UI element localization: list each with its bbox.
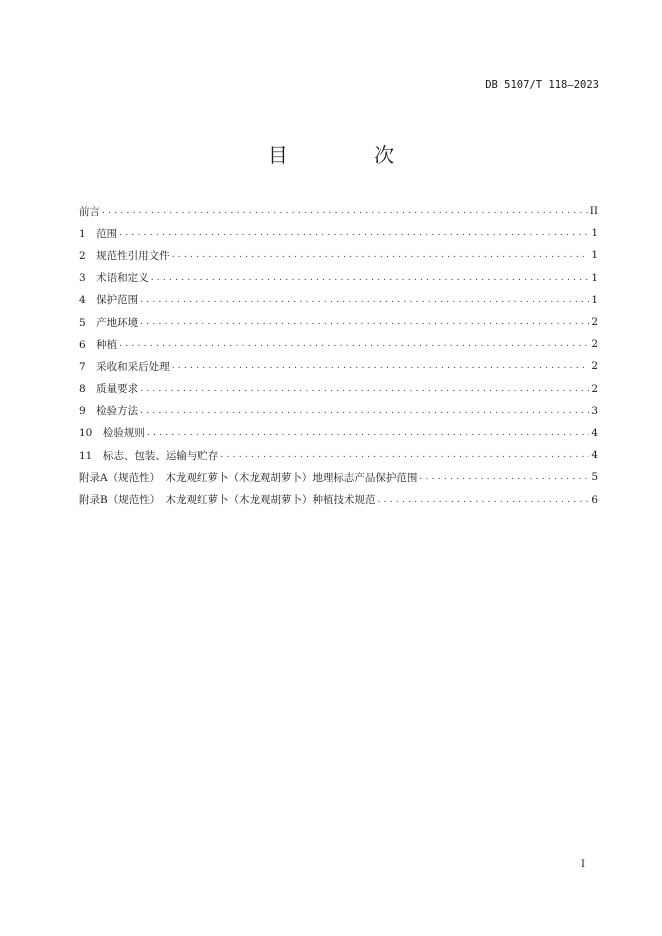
standard-code: DB 5107/T 118—2023 [485, 79, 599, 91]
toc-leader-dots [140, 405, 589, 417]
toc-leader-dots [140, 316, 589, 328]
toc-entry-label: 7 采收和采后处理 [79, 360, 170, 373]
toc-entry-page: 1 [591, 271, 598, 284]
toc-entry-page: 6 [591, 493, 598, 506]
toc-entry-label: 前言 [79, 205, 100, 218]
toc-entry-annex-b[interactable] [79, 488, 598, 510]
toc-entry-harvest[interactable] [79, 355, 598, 377]
toc-leader-dots [172, 360, 590, 372]
toc-leader-dots [419, 471, 589, 483]
toc-entry-page: 5 [591, 471, 598, 484]
toc-entry-label: 10 检验规则 [79, 427, 145, 440]
toc-entry-label: 3 术语和定义 [79, 272, 149, 285]
toc-entry-page: 1 [591, 293, 598, 306]
toc-entry-page: 2 [591, 382, 598, 395]
toc-entry-scope[interactable] [79, 222, 598, 244]
toc-leader-dots [151, 272, 590, 284]
toc-entry-protection-scope[interactable] [79, 289, 598, 311]
toc-entry-quality-requirements[interactable] [79, 378, 598, 400]
toc-leader-dots [102, 205, 588, 217]
toc-entry-marking-packaging[interactable] [79, 444, 598, 466]
toc-entry-label: 5 产地环境 [79, 316, 139, 329]
table-of-contents [79, 200, 598, 511]
toc-entry-page: 2 [591, 360, 598, 373]
toc-leader-dots [140, 383, 589, 395]
toc-entry-production-environment[interactable] [79, 311, 598, 333]
toc-entry-label: 1 范围 [79, 227, 118, 240]
toc-leader-dots [119, 227, 589, 239]
toc-entry-planting[interactable] [79, 333, 598, 355]
toc-entry-label: 8 质量要求 [79, 383, 139, 396]
toc-entry-label: 11 标志、包装、运输与贮存 [79, 449, 219, 462]
toc-entry-foreword[interactable] [79, 200, 598, 222]
page-title: 目 次 [267, 143, 435, 167]
toc-leader-dots [147, 427, 589, 439]
toc-entry-page: 4 [591, 426, 598, 439]
toc-entry-page: II [589, 205, 598, 218]
toc-entry-page: 1 [591, 227, 598, 240]
toc-entry-page: 2 [591, 338, 598, 351]
toc-entry-page: 2 [591, 316, 598, 329]
toc-entry-page: 4 [591, 449, 598, 462]
toc-entry-label: 2 规范性引用文件 [79, 249, 170, 262]
toc-entry-label: 9 检验方法 [79, 405, 139, 418]
toc-entry-normative-references[interactable] [79, 244, 598, 266]
toc-entry-label: 6 种植 [79, 338, 118, 351]
toc-leader-dots [172, 249, 590, 261]
toc-leader-dots [119, 338, 589, 350]
toc-entry-terms-definitions[interactable] [79, 267, 598, 289]
toc-entry-page: 3 [591, 404, 598, 417]
toc-entry-inspection-rules[interactable] [79, 422, 598, 444]
toc-entry-label: 附录A（规范性） 木龙观红萝卜（木龙观胡萝卜）地理标志产品保护范围 [79, 471, 418, 484]
toc-entry-test-methods[interactable] [79, 400, 598, 422]
toc-entry-annex-a[interactable] [79, 466, 598, 488]
toc-entry-page: 1 [591, 249, 598, 262]
page-number: I [581, 859, 585, 870]
toc-entry-label: 4 保护范围 [79, 294, 139, 307]
toc-leader-dots [377, 494, 589, 506]
toc-leader-dots [220, 449, 589, 461]
toc-leader-dots [140, 294, 589, 306]
toc-entry-label: 附录B（规范性） 木龙观红萝卜（木龙观胡萝卜）种植技术规范 [79, 494, 376, 507]
